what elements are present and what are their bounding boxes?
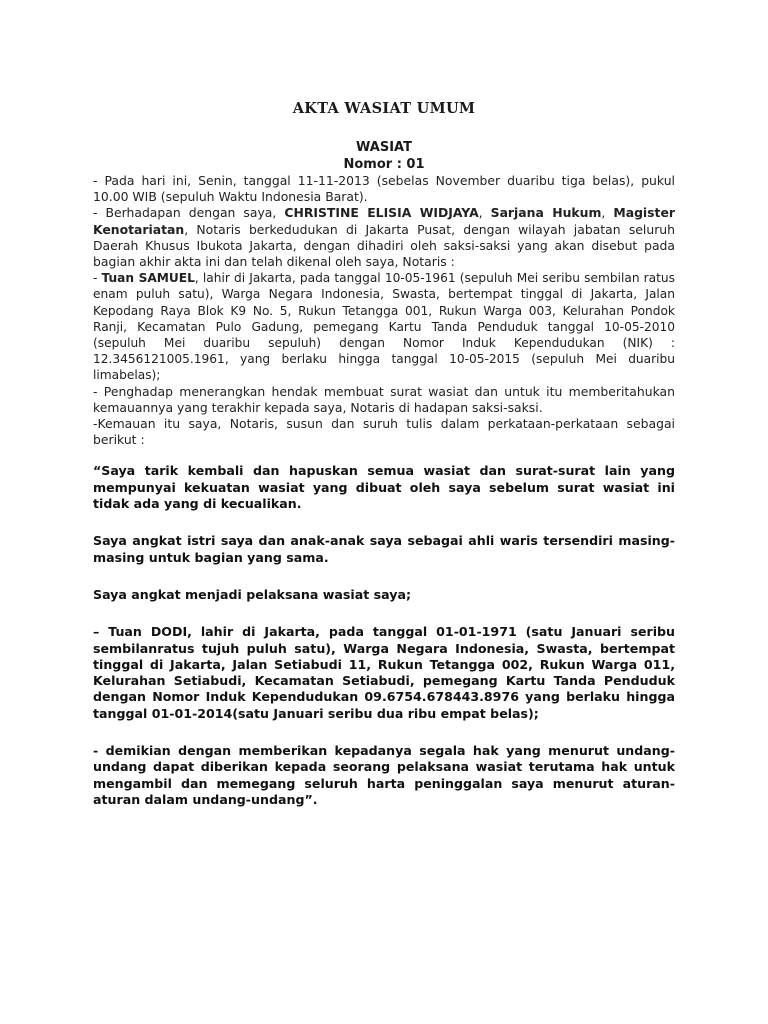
appearer-prefix: - xyxy=(93,271,102,286)
instruction-paragraph: -Kemauan itu saya, Notaris, susun dan suruh tulis dalam perkataan-perkataan sebagai berikut : xyxy=(93,416,675,448)
intent-paragraph: - Penghadap menerangkan hendak membuat surat wasiat dan untuk itu memberitahukan kemauannya yang terakhir kepada saya, Notaris di hadapan saksi-saksi. xyxy=(93,383,675,415)
appearer-paragraph xyxy=(93,270,675,383)
notary-prefix: - Berhadapan dengan saya, xyxy=(93,205,285,221)
spacer xyxy=(93,603,675,624)
document-number: Nomor : 01 xyxy=(343,157,425,172)
opening-paragraph: - Pada hari ini, Senin, tanggal 11-11-2013 (sebelas November duaribu tiga belas), pukul 10.00 WIB (sepuluh Waktu Indonesia Barat). xyxy=(93,173,675,205)
document-heading: WASIAT xyxy=(356,140,412,155)
spacer xyxy=(93,722,675,743)
spacer xyxy=(93,448,675,463)
powers-clause: - demikian dengan memberikan kepadanya segala hak yang menurut undang-undang dapat diberikan kepada seorang pelaksana wasiat terutama hak untuk mengambil dan memegang seluruh harta peninggalan saya menurut aturan- aturan dalam undang-undang”. xyxy=(93,743,675,807)
spacer xyxy=(93,566,675,587)
appearer-name: Tuan SAMUEL xyxy=(101,271,195,286)
notary-degree-2: Magister Kenotariatan xyxy=(93,205,675,237)
document-title: AKTA WASIAT UMUM xyxy=(292,100,476,117)
notary-name: CHRISTINE ELISIA WIDJAYA xyxy=(284,205,479,221)
deed-page xyxy=(93,100,675,808)
notary-degree-1: Sarjana Hukum xyxy=(490,205,602,221)
heirs-clause: Saya angkat istri saya dan anak-anak saya sebagai ahli waris tersendiri masing-masing untuk bagian yang sama. xyxy=(93,533,675,565)
executor-intro: Saya angkat menjadi pelaksana wasiat saya; xyxy=(93,586,411,602)
notary-sep-2: , xyxy=(601,205,614,221)
spacer xyxy=(93,512,675,533)
revocation-clause: “Saya tarik kembali dan hapuskan semua wasiat dan surat-surat lain yang mempunyai kekuatan wasiat yang dibuat oleh saya sebelum surat wasiat ini tidak ada yang di kecualikan. xyxy=(93,463,675,512)
notary-paragraph xyxy=(93,205,675,270)
notary-suffix: , Notaris berkedudukan di Jakarta Pusat, dengan wilayah jabatan seluruh Daerah Khusus Ibukota Jakarta, dengan dihadiri oleh saksi-saksi yang akan disebut pada bagian akhir akta ini dan telah dikenal oleh saya, Notaris : xyxy=(93,221,675,270)
notary-sep-1: , xyxy=(478,205,491,221)
appearer-details: , lahir di Jakarta, pada tanggal 10-05-1961 (sepuluh Mei seribu sembilan ratus enam puluh satu), Warga Negara Indonesia, Swasta, bertempat tinggal di Jakarta, Jalan Kepodang Raya Blok K9 No. 5, Rukun Tetangga 001, Rukun Warga 003, Kelurahan Pondok Ranji, Kecamatan Pulo Gadung, pemegang Kartu Tanda Penduduk tanggal 10-05-2010 (sepuluh Mei duaribu sepuluh) dengan Nomor Induk Kependudukan (NIK) : 12.3456121005.1961, yang berlaku hingga tanggal 10-05-2015 (sepuluh Mei duaribu limabelas); xyxy=(93,271,675,383)
executor-clause: – Tuan DODI, lahir di Jakarta, pada tanggal 01-01-1971 (satu Januari seribu sembilanratus tujuh puluh satu), Warga Negara Indonesia, Swasta, bertempat tinggal di Jakarta, Jalan Setiabudi 11, Rukun Tetangga 002, Rukun Warga 011, Kelurahan Setiabudi, Kecamatan Setiabudi, pemegang Kartu Tanda Penduduk dengan Nomor Induk Kependudukan 09.6754.678443.8976 yang berlaku hingga tanggal 01-01-2014(satu Januari seribu dua ribu empat belas); xyxy=(93,624,675,721)
